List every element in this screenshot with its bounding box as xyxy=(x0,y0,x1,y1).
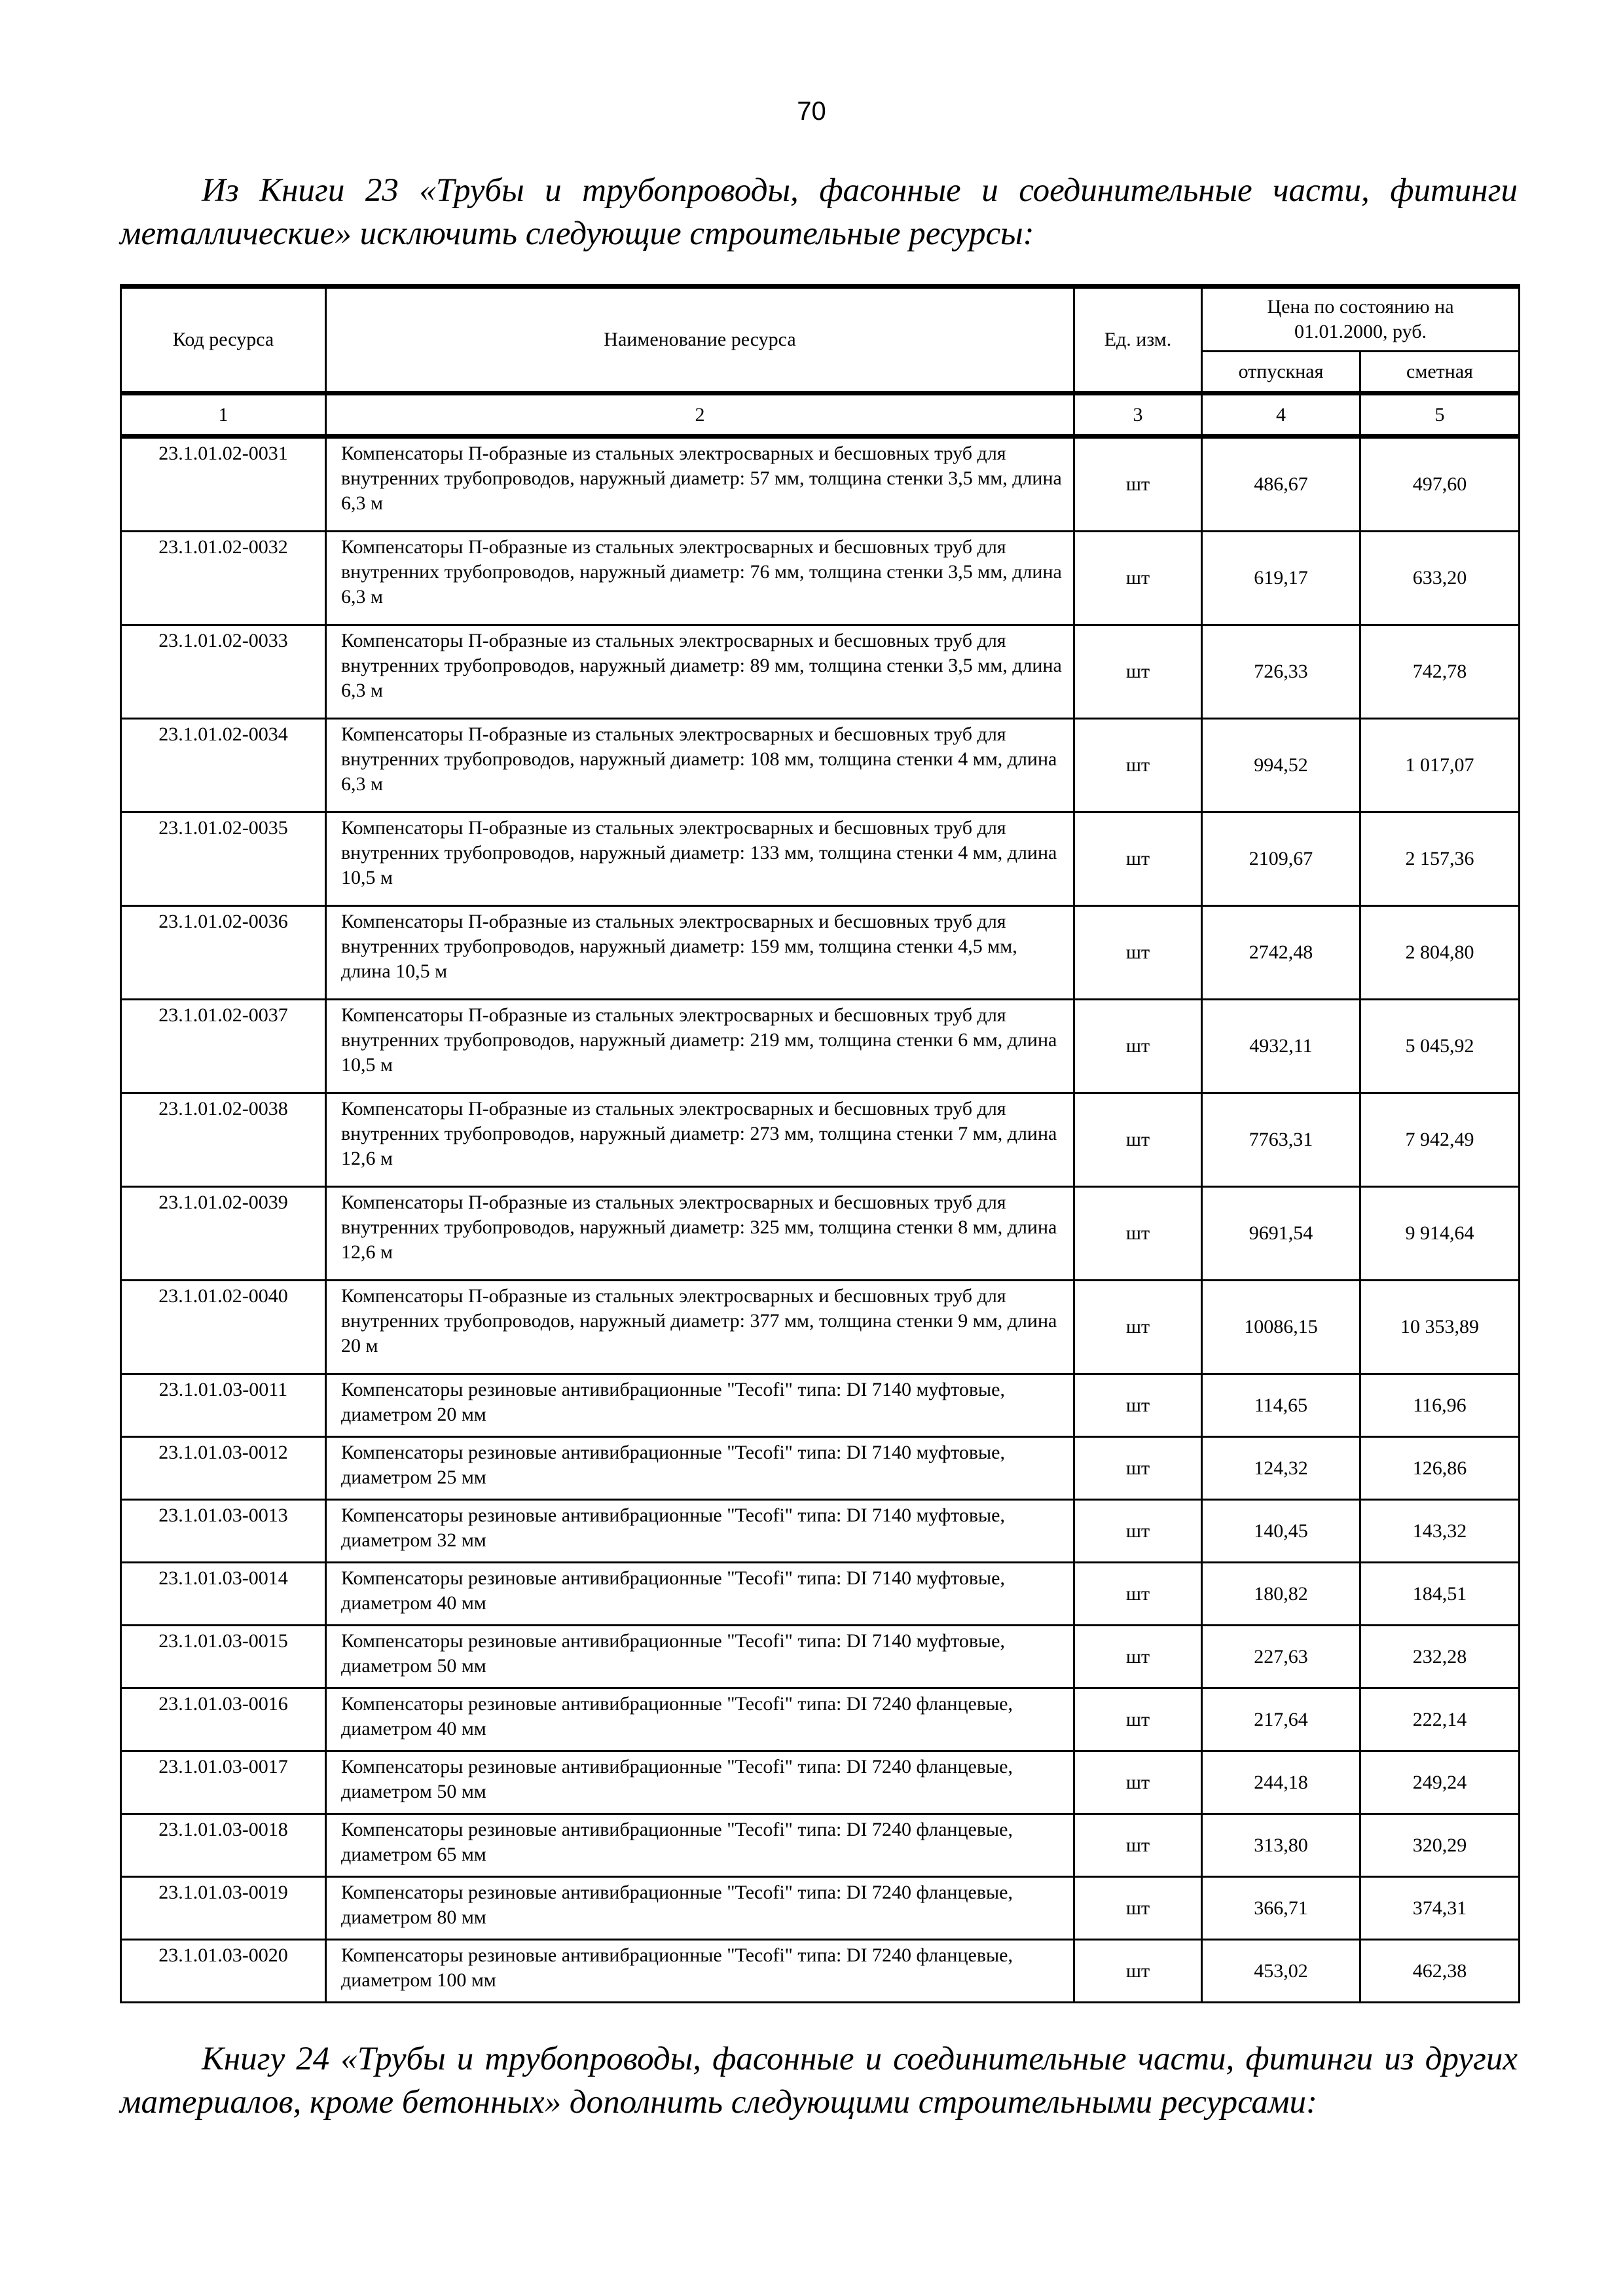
table-row xyxy=(121,812,1520,906)
unit-cell: шт xyxy=(1074,719,1202,812)
column-number-4: 4 xyxy=(1202,393,1360,437)
price-release-cell: 726,33 xyxy=(1202,625,1360,719)
resource-code-cell: 23.1.01.02-0036 xyxy=(121,906,326,1000)
unit-cell: шт xyxy=(1074,1374,1202,1437)
table-row xyxy=(121,1814,1520,1877)
table-row xyxy=(121,1281,1520,1374)
closing-paragraph-line-2: материалов, кроме бетонных» дополнить следующими строительными ресурсами: xyxy=(120,2084,1318,2121)
price-release-cell: 313,80 xyxy=(1202,1814,1360,1877)
unit-cell: шт xyxy=(1074,437,1202,532)
price-release-cell: 10086,15 xyxy=(1202,1281,1360,1374)
resource-code-cell: 23.1.01.03-0018 xyxy=(121,1814,326,1877)
resource-code-cell: 23.1.01.02-0040 xyxy=(121,1281,326,1374)
price-release-cell: 453,02 xyxy=(1202,1940,1360,2003)
column-number-1: 1 xyxy=(121,393,326,437)
price-estimate-cell: 462,38 xyxy=(1360,1940,1520,2003)
unit-cell: шт xyxy=(1074,532,1202,625)
resource-name-cell: Компенсаторы П-образные из стальных электросварных и бесшовных труб для внутренних трубопроводов, наружный диаметр: 325 мм, толщина стенки 8 мм, длина 12,6 м xyxy=(326,1187,1074,1281)
unit-cell: шт xyxy=(1074,625,1202,719)
resource-name-cell: Компенсаторы П-образные из стальных электросварных и бесшовных труб для внутренних трубопроводов, наружный диаметр: 159 мм, толщина стенки 4,5 мм, длина 10,5 м xyxy=(326,906,1074,1000)
resource-code-cell: 23.1.01.03-0014 xyxy=(121,1563,326,1626)
table-row xyxy=(121,1437,1520,1500)
price-release-cell: 7763,31 xyxy=(1202,1093,1360,1187)
intro-paragraph-line-2: металлические» исключить следующие строительные ресурсы: xyxy=(120,215,1034,252)
price-release-cell: 366,71 xyxy=(1202,1877,1360,1940)
resource-code-cell: 23.1.01.03-0019 xyxy=(121,1877,326,1940)
resource-name-cell: Компенсаторы П-образные из стальных электросварных и бесшовных труб для внутренних трубопроводов, наружный диаметр: 76 мм, толщина стенки 3,5 мм, длина 6,3 м xyxy=(326,532,1074,625)
unit-cell: шт xyxy=(1074,1281,1202,1374)
resource-code-cell: 23.1.01.03-0012 xyxy=(121,1437,326,1500)
column-number-2: 2 xyxy=(326,393,1074,437)
price-release-cell: 217,64 xyxy=(1202,1688,1360,1751)
table-row xyxy=(121,1751,1520,1814)
resource-code-cell: 23.1.01.02-0033 xyxy=(121,625,326,719)
resource-name-cell: Компенсаторы резиновые антивибрационные "Tecofi" типа: DI 7240 фланцевые, диаметром 50 мм xyxy=(326,1751,1074,1814)
table-row xyxy=(121,625,1520,719)
resource-name-cell: Компенсаторы П-образные из стальных электросварных и бесшовных труб для внутренних трубопроводов, наружный диаметр: 133 мм, толщина стенки 4 мм, длина 10,5 м xyxy=(326,812,1074,906)
resource-code-cell: 23.1.01.02-0037 xyxy=(121,1000,326,1093)
resource-code-cell: 23.1.01.03-0015 xyxy=(121,1626,326,1688)
table-row xyxy=(121,1626,1520,1688)
table-row xyxy=(121,719,1520,812)
resource-name-cell: Компенсаторы резиновые антивибрационные "Tecofi" типа: DI 7140 муфтовые, диаметром 40 мм xyxy=(326,1563,1074,1626)
price-estimate-cell: 320,29 xyxy=(1360,1814,1520,1877)
price-estimate-cell: 126,86 xyxy=(1360,1437,1520,1500)
price-release-cell: 2742,48 xyxy=(1202,906,1360,1000)
price-estimate-cell: 2 157,36 xyxy=(1360,812,1520,906)
price-estimate-cell: 374,31 xyxy=(1360,1877,1520,1940)
resource-code-cell: 23.1.01.03-0011 xyxy=(121,1374,326,1437)
price-estimate-cell: 116,96 xyxy=(1360,1374,1520,1437)
header-code: Код ресурса xyxy=(121,287,326,393)
price-release-cell: 2109,67 xyxy=(1202,812,1360,906)
column-number-3: 3 xyxy=(1074,393,1202,437)
price-estimate-cell: 10 353,89 xyxy=(1360,1281,1520,1374)
price-estimate-cell: 232,28 xyxy=(1360,1626,1520,1688)
unit-cell: шт xyxy=(1074,906,1202,1000)
table-row xyxy=(121,1093,1520,1187)
unit-cell: шт xyxy=(1074,812,1202,906)
price-release-cell: 994,52 xyxy=(1202,719,1360,812)
table-row xyxy=(121,437,1520,532)
table-row xyxy=(121,1500,1520,1563)
header-price-group: Цена по состоянию на 01.01.2000, руб. xyxy=(1202,287,1520,352)
price-estimate-cell: 633,20 xyxy=(1360,532,1520,625)
header-price-estimate: сметная xyxy=(1360,352,1520,393)
resource-name-cell: Компенсаторы резиновые антивибрационные "Tecofi" типа: DI 7140 муфтовые, диаметром 50 мм xyxy=(326,1626,1074,1688)
resource-name-cell: Компенсаторы резиновые антивибрационные "Tecofi" типа: DI 7240 фланцевые, диаметром 40 мм xyxy=(326,1688,1074,1751)
resource-code-cell: 23.1.01.02-0039 xyxy=(121,1187,326,1281)
price-estimate-cell: 184,51 xyxy=(1360,1563,1520,1626)
resource-code-cell: 23.1.01.03-0020 xyxy=(121,1940,326,2003)
table-row xyxy=(121,1688,1520,1751)
resource-code-cell: 23.1.01.02-0034 xyxy=(121,719,326,812)
resource-name-cell: Компенсаторы резиновые антивибрационные "Tecofi" типа: DI 7140 муфтовые, диаметром 32 мм xyxy=(326,1500,1074,1563)
price-release-cell: 227,63 xyxy=(1202,1626,1360,1688)
resource-name-cell: Компенсаторы П-образные из стальных электросварных и бесшовных труб для внутренних трубопроводов, наружный диаметр: 89 мм, толщина стенки 3,5 мм, длина 6,3 м xyxy=(326,625,1074,719)
unit-cell: шт xyxy=(1074,1437,1202,1500)
closing-paragraph-line-1: Книгу 24 «Трубы и трубопроводы, фасонные и соединительные части, фитинги из других xyxy=(202,2041,1518,2077)
table-row xyxy=(121,1000,1520,1093)
unit-cell: шт xyxy=(1074,1563,1202,1626)
page-number: 70 xyxy=(797,97,826,126)
resource-name-cell: Компенсаторы резиновые антивибрационные "Tecofi" типа: DI 7140 муфтовые, диаметром 25 мм xyxy=(326,1437,1074,1500)
price-estimate-cell: 222,14 xyxy=(1360,1688,1520,1751)
table-row xyxy=(121,1940,1520,2003)
resource-name-cell: Компенсаторы резиновые антивибрационные "Tecofi" типа: DI 7240 фланцевые, диаметром 100 мм xyxy=(326,1940,1074,2003)
price-estimate-cell: 1 017,07 xyxy=(1360,719,1520,812)
price-release-cell: 180,82 xyxy=(1202,1563,1360,1626)
resource-name-cell: Компенсаторы П-образные из стальных электросварных и бесшовных труб для внутренних трубопроводов, наружный диаметр: 273 мм, толщина стенки 7 мм, длина 12,6 м xyxy=(326,1093,1074,1187)
resource-code-cell: 23.1.01.02-0035 xyxy=(121,812,326,906)
resource-name-cell: Компенсаторы П-образные из стальных электросварных и бесшовных труб для внутренних трубопроводов, наружный диаметр: 377 мм, толщина стенки 9 мм, длина 20 м xyxy=(326,1281,1074,1374)
price-estimate-cell: 7 942,49 xyxy=(1360,1093,1520,1187)
resource-code-cell: 23.1.01.03-0013 xyxy=(121,1500,326,1563)
resource-name-cell: Компенсаторы резиновые антивибрационные "Tecofi" типа: DI 7140 муфтовые, диаметром 20 мм xyxy=(326,1374,1074,1437)
unit-cell: шт xyxy=(1074,1093,1202,1187)
price-release-cell: 619,17 xyxy=(1202,532,1360,625)
table-row xyxy=(121,906,1520,1000)
header-name: Наименование ресурса xyxy=(326,287,1074,393)
resource-code-cell: 23.1.01.02-0032 xyxy=(121,532,326,625)
price-release-cell: 140,45 xyxy=(1202,1500,1360,1563)
price-estimate-cell: 497,60 xyxy=(1360,437,1520,532)
price-release-cell: 486,67 xyxy=(1202,437,1360,532)
price-estimate-cell: 2 804,80 xyxy=(1360,906,1520,1000)
price-estimate-cell: 5 045,92 xyxy=(1360,1000,1520,1093)
unit-cell: шт xyxy=(1074,1751,1202,1814)
resource-name-cell: Компенсаторы П-образные из стальных электросварных и бесшовных труб для внутренних трубопроводов, наружный диаметр: 108 мм, толщина стенки 4 мм, длина 6,3 м xyxy=(326,719,1074,812)
resource-name-cell: Компенсаторы резиновые антивибрационные "Tecofi" типа: DI 7240 фланцевые, диаметром 65 мм xyxy=(326,1814,1074,1877)
resource-code-cell: 23.1.01.02-0038 xyxy=(121,1093,326,1187)
table-row xyxy=(121,1187,1520,1281)
table-body xyxy=(121,437,1520,2003)
price-estimate-cell: 742,78 xyxy=(1360,625,1520,719)
table-row xyxy=(121,532,1520,625)
price-release-cell: 244,18 xyxy=(1202,1751,1360,1814)
closing-paragraph xyxy=(120,2037,1518,2124)
resource-name-cell: Компенсаторы П-образные из стальных электросварных и бесшовных труб для внутренних трубопроводов, наружный диаметр: 57 мм, толщина стенки 3,5 мм, длина 6,3 м xyxy=(326,437,1074,532)
resource-code-cell: 23.1.01.03-0017 xyxy=(121,1751,326,1814)
resource-name-cell: Компенсаторы резиновые антивибрационные "Tecofi" типа: DI 7240 фланцевые, диаметром 80 мм xyxy=(326,1877,1074,1940)
resource-code-cell: 23.1.01.02-0031 xyxy=(121,437,326,532)
price-estimate-cell: 9 914,64 xyxy=(1360,1187,1520,1281)
unit-cell: шт xyxy=(1074,1187,1202,1281)
price-release-cell: 4932,11 xyxy=(1202,1000,1360,1093)
resources-table xyxy=(120,284,1520,2003)
unit-cell: шт xyxy=(1074,1626,1202,1688)
intro-paragraph-line-1: Из Книги 23 «Трубы и трубопроводы, фасонные и соединительные части, фитинги xyxy=(202,172,1518,209)
resource-code-cell: 23.1.01.03-0016 xyxy=(121,1688,326,1751)
table-row xyxy=(121,1374,1520,1437)
price-release-cell: 9691,54 xyxy=(1202,1187,1360,1281)
unit-cell: шт xyxy=(1074,1877,1202,1940)
table-row xyxy=(121,1877,1520,1940)
price-release-cell: 124,32 xyxy=(1202,1437,1360,1500)
header-price-release: отпускная xyxy=(1202,352,1360,393)
unit-cell: шт xyxy=(1074,1000,1202,1093)
intro-paragraph xyxy=(120,169,1518,255)
unit-cell: шт xyxy=(1074,1688,1202,1751)
unit-cell: шт xyxy=(1074,1940,1202,2003)
unit-cell: шт xyxy=(1074,1500,1202,1563)
price-estimate-cell: 249,24 xyxy=(1360,1751,1520,1814)
table-row xyxy=(121,1563,1520,1626)
unit-cell: шт xyxy=(1074,1814,1202,1877)
header-unit: Ед. изм. xyxy=(1074,287,1202,393)
column-number-5: 5 xyxy=(1360,393,1520,437)
price-estimate-cell: 143,32 xyxy=(1360,1500,1520,1563)
price-release-cell: 114,65 xyxy=(1202,1374,1360,1437)
resource-name-cell: Компенсаторы П-образные из стальных электросварных и бесшовных труб для внутренних трубопроводов, наружный диаметр: 219 мм, толщина стенки 6 мм, длина 10,5 м xyxy=(326,1000,1074,1093)
